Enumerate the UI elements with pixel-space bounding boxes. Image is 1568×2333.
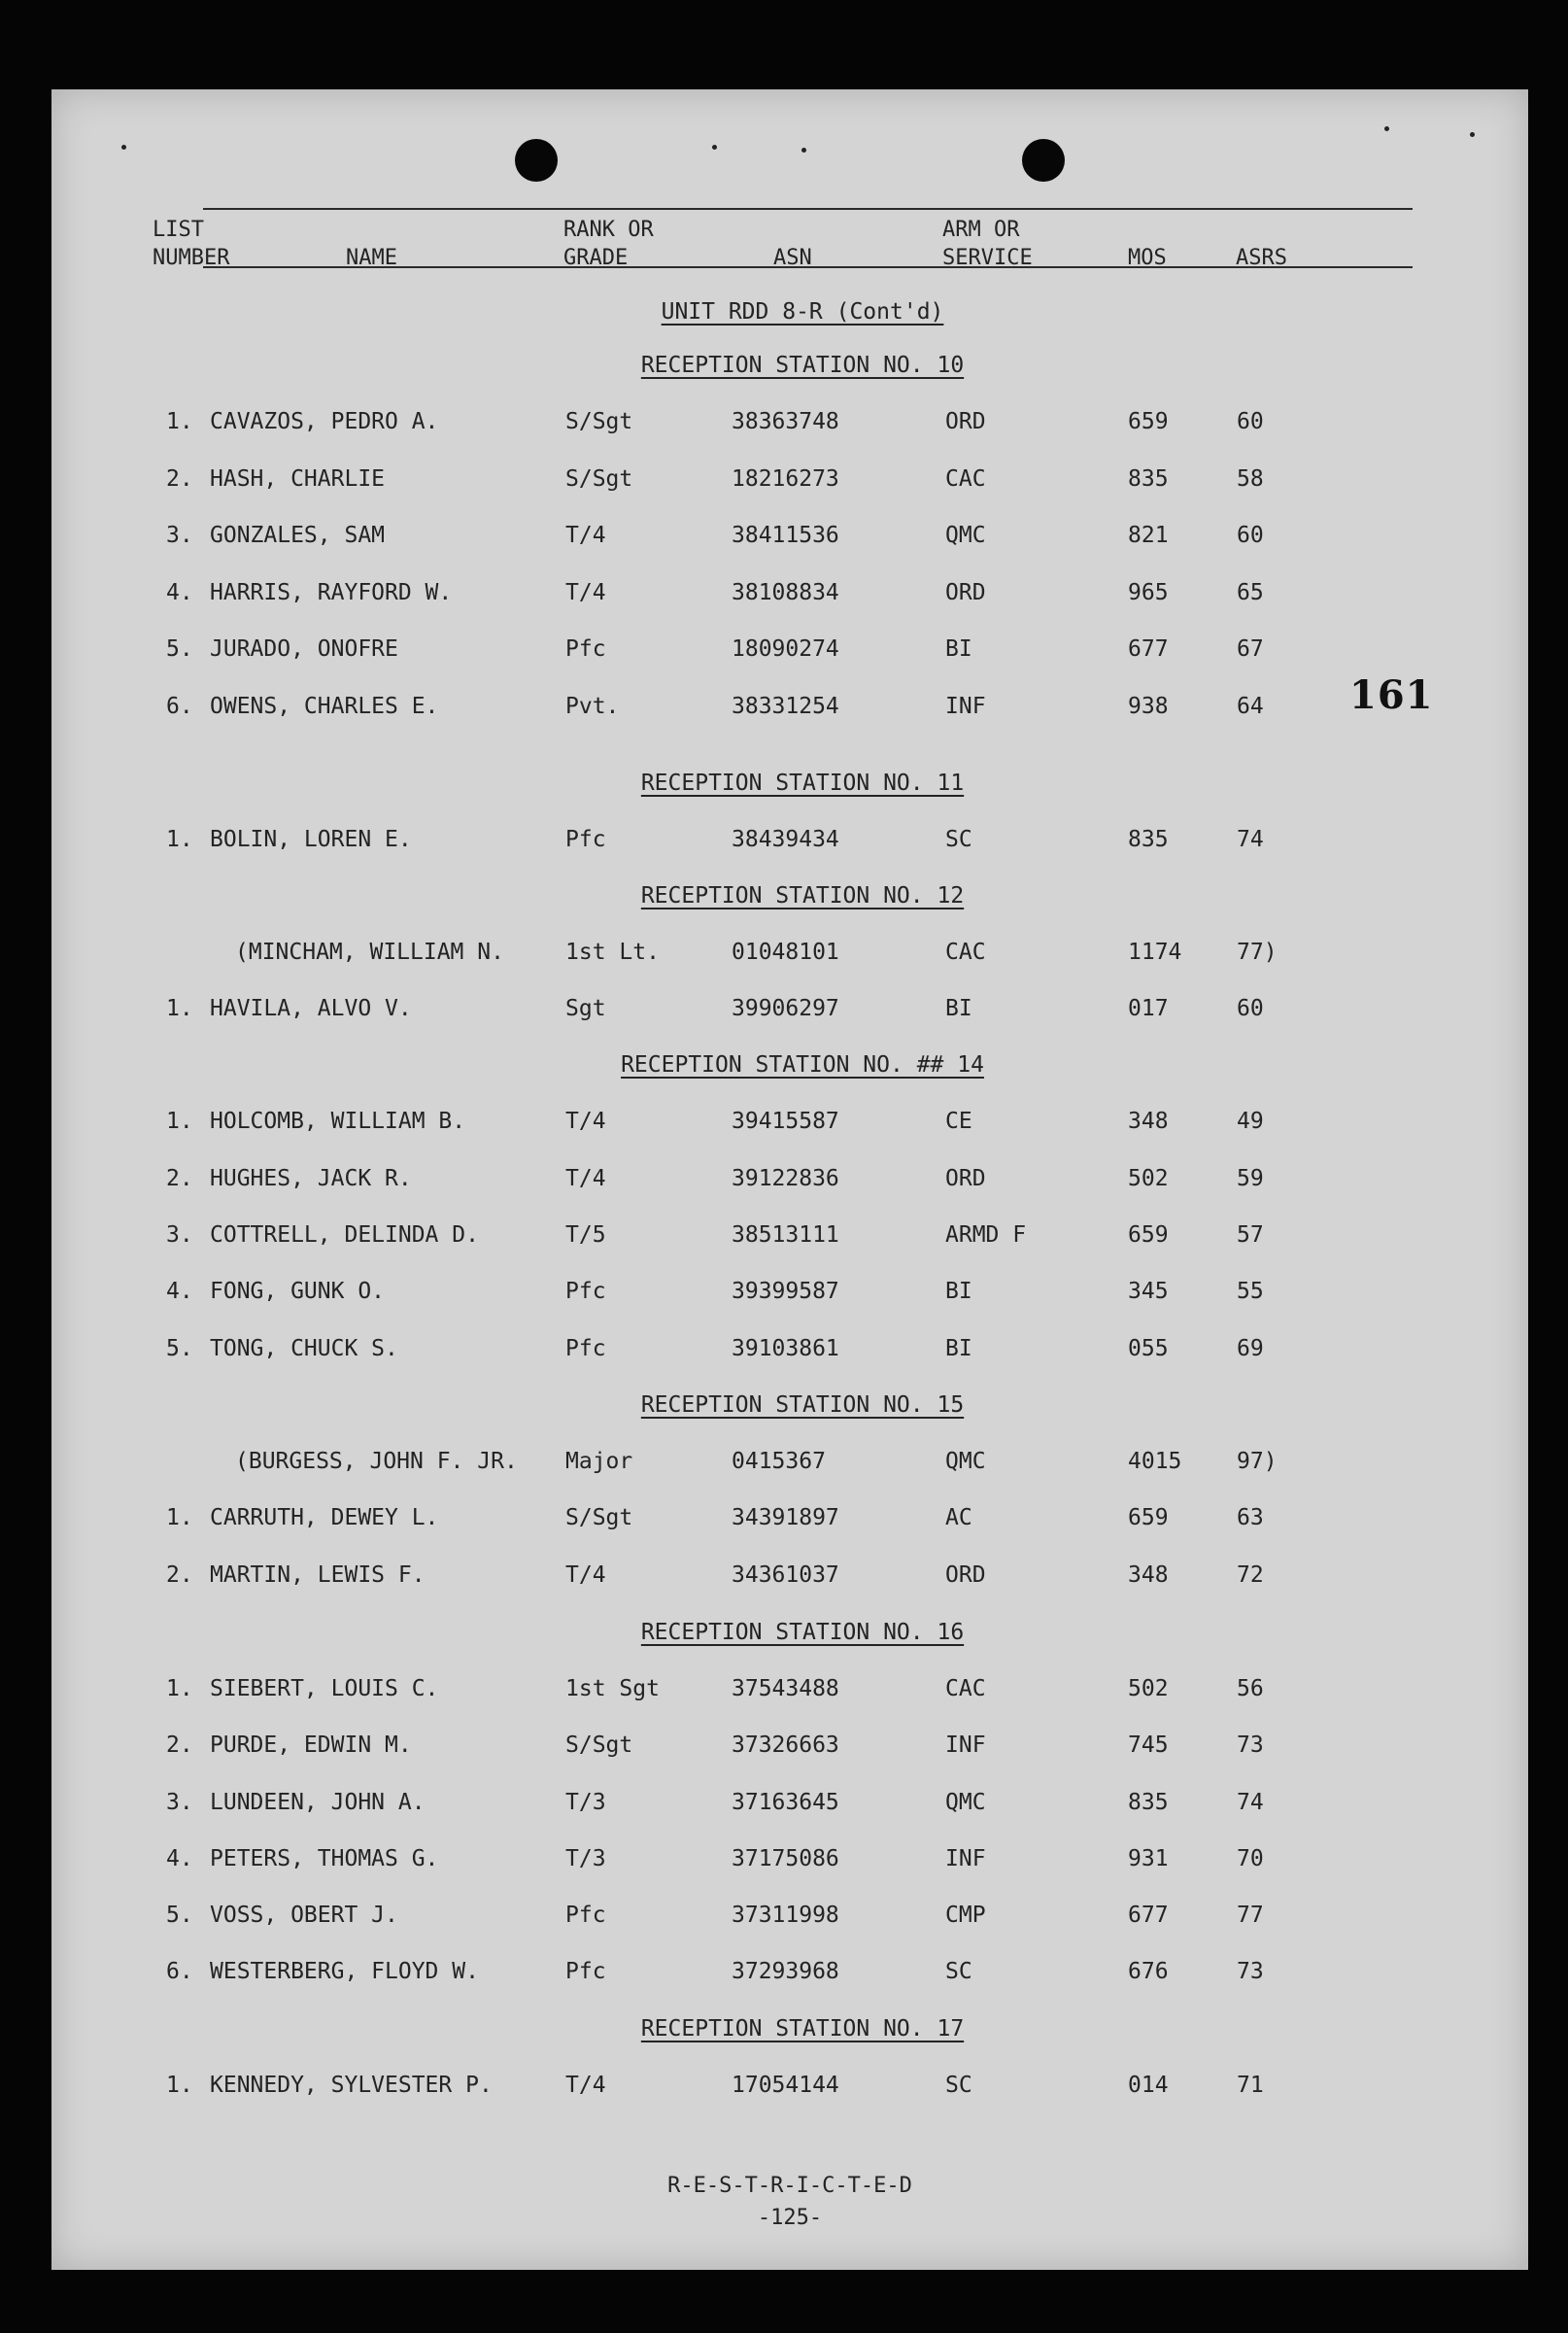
service-cell: SC <box>945 827 972 852</box>
asn-cell: 37293968 <box>732 1959 839 1984</box>
name-cell: HAVILA, ALVO V. <box>210 996 412 1021</box>
asn-cell: 38439434 <box>732 827 839 852</box>
name-cell: LUNDEEN, JOHN A. <box>210 1790 426 1815</box>
header-asn: ASN <box>773 246 812 270</box>
list-number-cell: 1. <box>166 2073 193 2098</box>
name-cell: BOLIN, LOREN E. <box>210 827 412 852</box>
service-cell: AC <box>945 1505 972 1530</box>
table-row <box>51 1220 1528 1250</box>
asrs-cell: 60 <box>1237 409 1264 434</box>
asrs-cell: 74 <box>1237 827 1264 852</box>
asrs-cell: 70 <box>1237 1846 1264 1871</box>
list-number-cell: 5. <box>166 1336 193 1361</box>
rank-cell: Pfc <box>565 827 606 852</box>
service-cell: QMC <box>945 523 986 548</box>
asrs-cell: 64 <box>1237 694 1264 719</box>
section-heading <box>51 769 1528 798</box>
service-cell: QMC <box>945 1449 986 1474</box>
mos-cell: 659 <box>1128 409 1169 434</box>
list-number-cell: 3. <box>166 1222 193 1248</box>
name-cell: GONZALES, SAM <box>210 523 386 548</box>
mos-cell: 835 <box>1128 466 1169 492</box>
list-number-cell: 6. <box>166 1959 193 1984</box>
asrs-cell: 58 <box>1237 466 1264 492</box>
rank-cell: T/3 <box>565 1790 606 1815</box>
list-number-cell: 1. <box>166 1676 193 1701</box>
asrs-cell: 97) <box>1237 1449 1278 1474</box>
rank-cell: 1st Sgt <box>565 1676 660 1701</box>
asn-cell: 38513111 <box>732 1222 839 1248</box>
section-heading-text: RECEPTION STATION NO. 15 <box>640 1392 965 1418</box>
mos-cell: 1174 <box>1128 940 1182 965</box>
name-cell: KENNEDY, SYLVESTER P. <box>210 2073 493 2098</box>
asn-cell: 18090274 <box>732 636 839 662</box>
section-heading <box>51 1390 1528 1420</box>
table-row <box>51 1731 1528 1760</box>
asn-cell: 39399587 <box>732 1279 839 1304</box>
asrs-cell: 71 <box>1237 2073 1264 2098</box>
header-rank-or-grade: RANK OR GRADE <box>563 218 654 270</box>
page-number: -125- <box>757 2206 823 2230</box>
mos-cell: 348 <box>1128 1562 1169 1588</box>
mos-cell: 055 <box>1128 1336 1169 1361</box>
mos-cell: 502 <box>1128 1676 1169 1701</box>
section-heading-text: RECEPTION STATION NO. 12 <box>640 883 965 909</box>
asn-cell: 37543488 <box>732 1676 839 1701</box>
service-cell: BI <box>945 1336 972 1361</box>
service-cell: SC <box>945 1959 972 1984</box>
asn-cell: 37326663 <box>732 1733 839 1758</box>
name-cell: MARTIN, LEWIS F. <box>210 1562 426 1588</box>
name-cell: (BURGESS, JOHN F. JR. <box>235 1449 518 1474</box>
rank-cell: Pfc <box>565 1336 606 1361</box>
asrs-cell: 59 <box>1237 1166 1264 1191</box>
header-list-number: LIST NUMBER <box>153 218 230 270</box>
service-cell: BI <box>945 636 972 662</box>
name-cell: TONG, CHUCK S. <box>210 1336 398 1361</box>
service-cell: CE <box>945 1109 972 1134</box>
table-row <box>51 1901 1528 1930</box>
header-name: NAME <box>346 246 397 270</box>
table-row <box>51 994 1528 1023</box>
table-row <box>51 825 1528 854</box>
asn-cell: 39103861 <box>732 1336 839 1361</box>
list-number-cell: 2. <box>166 466 193 492</box>
asn-cell: 37175086 <box>732 1846 839 1871</box>
rank-cell: S/Sgt <box>565 466 633 492</box>
table-row <box>51 1788 1528 1817</box>
table-row <box>51 938 1528 967</box>
asn-cell: 38331254 <box>732 694 839 719</box>
rank-cell: Sgt <box>565 996 606 1021</box>
mos-cell: 659 <box>1128 1505 1169 1530</box>
asn-cell: 38411536 <box>732 523 839 548</box>
service-cell: CAC <box>945 940 986 965</box>
asn-cell: 38363748 <box>732 409 839 434</box>
rank-cell: T/5 <box>565 1222 606 1248</box>
list-number-cell: 2. <box>166 1166 193 1191</box>
name-cell: OWENS, CHARLES E. <box>210 694 439 719</box>
asrs-cell: 60 <box>1237 523 1264 548</box>
mos-cell: 348 <box>1128 1109 1169 1134</box>
section-heading <box>51 881 1528 910</box>
section-heading-text: RECEPTION STATION NO. 16 <box>640 1620 965 1645</box>
table-row <box>51 1957 1528 1986</box>
rank-cell: Pfc <box>565 1959 606 1984</box>
rank-cell: T/4 <box>565 1562 606 1588</box>
name-cell: HUGHES, JACK R. <box>210 1166 412 1191</box>
rank-cell: S/Sgt <box>565 1505 633 1530</box>
asn-cell: 39906297 <box>732 996 839 1021</box>
mos-cell: 502 <box>1128 1166 1169 1191</box>
name-cell: HOLCOMB, WILLIAM B. <box>210 1109 466 1134</box>
name-cell: PETERS, THOMAS G. <box>210 1846 439 1871</box>
asn-cell: 39415587 <box>732 1109 839 1134</box>
rank-cell: T/4 <box>565 1109 606 1134</box>
section-heading-text: RECEPTION STATION NO. 17 <box>640 2016 965 2041</box>
rank-cell: T/3 <box>565 1846 606 1871</box>
list-number-cell: 3. <box>166 1790 193 1815</box>
asrs-cell: 74 <box>1237 1790 1264 1815</box>
mos-cell: 676 <box>1128 1959 1169 1984</box>
service-cell: INF <box>945 1846 986 1871</box>
asrs-cell: 56 <box>1237 1676 1264 1701</box>
list-number-cell: 2. <box>166 1733 193 1758</box>
name-cell: CAVAZOS, PEDRO A. <box>210 409 439 434</box>
list-number-cell: 2. <box>166 1562 193 1588</box>
asn-cell: 18216273 <box>732 466 839 492</box>
service-cell: BI <box>945 1279 972 1304</box>
rank-cell: T/4 <box>565 2073 606 2098</box>
list-number-cell: 5. <box>166 636 193 662</box>
roster-document <box>51 89 1528 2270</box>
service-cell: CAC <box>945 1676 986 1701</box>
mos-cell: 677 <box>1128 636 1169 662</box>
service-cell: CAC <box>945 466 986 492</box>
service-cell: ORD <box>945 1562 986 1588</box>
asrs-cell: 55 <box>1237 1279 1264 1304</box>
list-number-cell: 6. <box>166 694 193 719</box>
asn-cell: 37163645 <box>732 1790 839 1815</box>
header-top-rule <box>203 208 1413 210</box>
asrs-cell: 69 <box>1237 1336 1264 1361</box>
rank-cell: T/4 <box>565 580 606 605</box>
asn-cell: 01048101 <box>732 940 839 965</box>
name-cell: PURDE, EDWIN M. <box>210 1733 412 1758</box>
name-cell: HARRIS, RAYFORD W. <box>210 580 453 605</box>
name-cell: HASH, CHARLIE <box>210 466 386 492</box>
name-cell: WESTERBERG, FLOYD W. <box>210 1959 479 1984</box>
name-cell: CARRUTH, DEWEY L. <box>210 1505 439 1530</box>
asrs-cell: 72 <box>1237 1562 1264 1588</box>
table-row <box>51 1844 1528 1873</box>
table-row <box>51 1447 1528 1476</box>
asrs-cell: 77 <box>1237 1903 1264 1928</box>
asrs-cell: 63 <box>1237 1505 1264 1530</box>
service-cell: CMP <box>945 1903 986 1928</box>
name-cell: FONG, GUNK O. <box>210 1279 386 1304</box>
rank-cell: Pvt. <box>565 694 620 719</box>
section-heading <box>51 1050 1528 1080</box>
mos-cell: 659 <box>1128 1222 1169 1248</box>
table-row <box>51 578 1528 607</box>
list-number-cell: 1. <box>166 1505 193 1530</box>
service-cell: SC <box>945 2073 972 2098</box>
asrs-cell: 73 <box>1237 1733 1264 1758</box>
asn-cell: 17054144 <box>732 2073 839 2098</box>
unit-title: UNIT RDD 8-R (Cont'd) <box>661 299 944 325</box>
rank-cell: Pfc <box>565 1903 606 1928</box>
asn-cell: 38108834 <box>732 580 839 605</box>
classification-marking: R-E-S-T-R-I-C-T-E-D <box>667 2174 912 2198</box>
service-cell: INF <box>945 694 986 719</box>
table-row <box>51 1107 1528 1136</box>
asrs-cell: 60 <box>1237 996 1264 1021</box>
mos-cell: 938 <box>1128 694 1169 719</box>
mos-cell: 017 <box>1128 996 1169 1021</box>
asn-cell: 0415367 <box>732 1449 826 1474</box>
table-row <box>51 1674 1528 1703</box>
document-page <box>51 89 1528 2270</box>
table-row <box>51 1503 1528 1532</box>
asn-cell: 34391897 <box>732 1505 839 1530</box>
table-row <box>51 464 1528 494</box>
section-heading <box>51 1618 1528 1647</box>
mos-cell: 965 <box>1128 580 1169 605</box>
asrs-cell: 57 <box>1237 1222 1264 1248</box>
service-cell: ORD <box>945 1166 986 1191</box>
list-number-cell: 4. <box>166 1846 193 1871</box>
table-row <box>51 635 1528 664</box>
asrs-cell: 73 <box>1237 1959 1264 1984</box>
section-heading-text: RECEPTION STATION NO. ## 14 <box>621 1052 984 1078</box>
asn-cell: 37311998 <box>732 1903 839 1928</box>
mos-cell: 931 <box>1128 1846 1169 1871</box>
rank-cell: Pfc <box>565 636 606 662</box>
table-row <box>51 692 1528 721</box>
service-cell: BI <box>945 996 972 1021</box>
list-number-cell: 5. <box>166 1903 193 1928</box>
list-number-cell: 3. <box>166 523 193 548</box>
asrs-cell: 67 <box>1237 636 1264 662</box>
mos-cell: 677 <box>1128 1903 1169 1928</box>
rank-cell: T/4 <box>565 523 606 548</box>
table-row <box>51 1334 1528 1363</box>
mos-cell: 835 <box>1128 1790 1169 1815</box>
section-heading-text: RECEPTION STATION NO. 11 <box>640 771 965 796</box>
asrs-cell: 77) <box>1237 940 1278 965</box>
name-cell: SIEBERT, LOUIS C. <box>210 1676 439 1701</box>
asn-cell: 39122836 <box>732 1166 839 1191</box>
mos-cell: 745 <box>1128 1733 1169 1758</box>
rank-cell: S/Sgt <box>565 1733 633 1758</box>
rank-cell: 1st Lt. <box>565 940 660 965</box>
table-row <box>51 521 1528 550</box>
section-heading-text: RECEPTION STATION NO. 10 <box>640 353 965 378</box>
rank-cell: Pfc <box>565 1279 606 1304</box>
list-number-cell: 1. <box>166 996 193 1021</box>
asrs-cell: 49 <box>1237 1109 1264 1134</box>
service-cell: ARMD F <box>945 1222 1027 1248</box>
service-cell: QMC <box>945 1790 986 1815</box>
header-mos: MOS <box>1128 246 1167 270</box>
service-cell: ORD <box>945 580 986 605</box>
list-number-cell: 4. <box>166 580 193 605</box>
list-number-cell: 1. <box>166 1109 193 1134</box>
name-cell: VOSS, OBERT J. <box>210 1903 398 1928</box>
rank-cell: S/Sgt <box>565 409 633 434</box>
list-number-cell: 1. <box>166 409 193 434</box>
header-asrs: ASRS <box>1236 246 1287 270</box>
rank-cell: Major <box>565 1449 633 1474</box>
table-row <box>51 2071 1528 2100</box>
table-row <box>51 407 1528 436</box>
table-row <box>51 1164 1528 1193</box>
name-cell: (MINCHAM, WILLIAM N. <box>235 940 504 965</box>
list-number-cell: 1. <box>166 827 193 852</box>
name-cell: COTTRELL, DELINDA D. <box>210 1222 479 1248</box>
mos-cell: 835 <box>1128 827 1169 852</box>
name-cell: JURADO, ONOFRE <box>210 636 398 662</box>
list-number-cell: 4. <box>166 1279 193 1304</box>
section-heading <box>51 351 1528 380</box>
mos-cell: 014 <box>1128 2073 1169 2098</box>
mos-cell: 345 <box>1128 1279 1169 1304</box>
table-row <box>51 1277 1528 1306</box>
asn-cell: 34361037 <box>732 1562 839 1588</box>
mos-cell: 821 <box>1128 523 1169 548</box>
rank-cell: T/4 <box>565 1166 606 1191</box>
asrs-cell: 65 <box>1237 580 1264 605</box>
table-row <box>51 1561 1528 1590</box>
service-cell: ORD <box>945 409 986 434</box>
section-heading <box>51 2014 1528 2043</box>
service-cell: INF <box>945 1733 986 1758</box>
mos-cell: 4015 <box>1128 1449 1182 1474</box>
stamped-page-number: 161 <box>1349 672 1434 718</box>
header-arm-or-service: ARM OR SERVICE <box>942 218 1033 270</box>
